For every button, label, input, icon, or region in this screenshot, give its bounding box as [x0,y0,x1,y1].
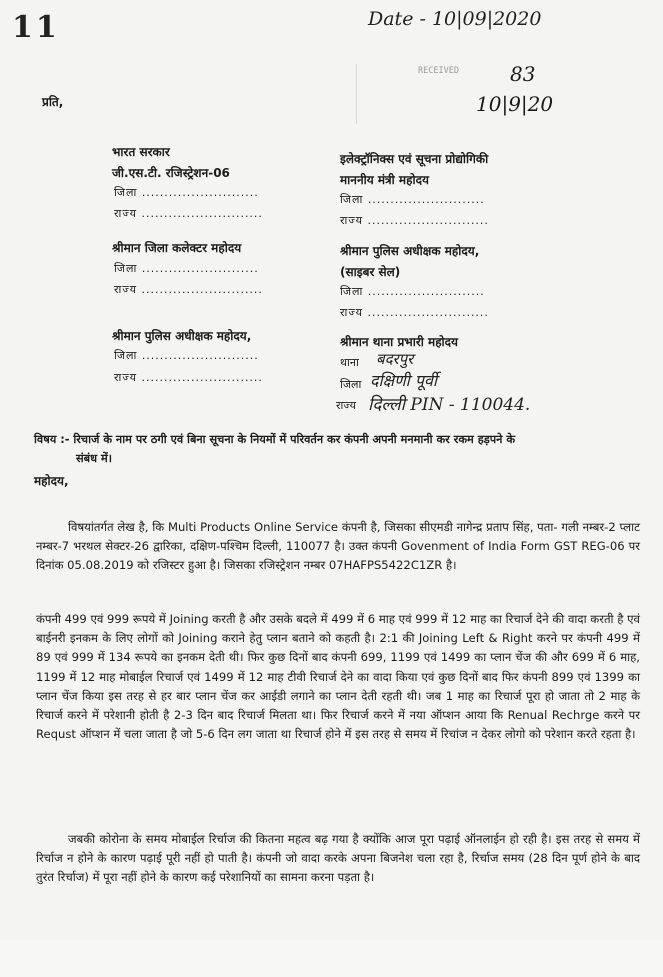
body-paragraph-2: कंपनी 499 एवं 999 रूपये में Joining करती है और उसके बदले में 499 में 6 माह एवं 999 में 12 माह का रिचार्ज देने की वादा करती है एवं बाईनरी इनकम के लिए लोगों को Joining कराने हेतु प्लान बताने को कहती है। 2:1 की Joining Left & Right करने पर कंपनी 499 में 89 एवं 999 में 134 रूपये का इनकम देती थी। फिर कुछ दिनों बाद कंपनी 699, 1199 एवं 1499 का प्लान चेंज की और 699 में 6 माह, 1199 में 12 माह मोबाईल रिचार्ज एवं 1499 में 12 माह टीवी रिचार्ज देने का वादा किया एवं कुछ दिनों बाद फिर कंपनी 899 एवं 1399 का प्लान चेंज किया इस तरह से हर बार प्लान चेंज कर आईडी लगाने का प्लान देती रहती थी। जब 1 माह का रिचार्ज पूरा हो जाता तो 2 माह के रिचार्ज करने में परेशानी होती है 2-3 दिन बाद रिचार्ज मिलता था। फिर रिचार्ज करने में नया ऑप्शन आया कि Renual Rechrge करने पर Requst ऑप्शन में चला जाता है जो 5-6 दिन लग जाता था रिचार्ज होने में इस तरह से समय में रिचांज न देकर लोगो को परेशान करते रहता है। [36,612,640,742]
addressee-3-title: श्रीमान जिला कलेक्टर महोदय [112,241,242,255]
addressee-1-subtitle: जी.एस.टी. रजिस्ट्रेशन-06 [112,166,230,180]
addressee-2-district: जिला .......................... [340,193,485,206]
body-paragraph-1: विषयांतर्गत लेख है, कि Multi Products Online Service कंपनी है, जिसका सीएमडी नागेन्द्र प्रताप सिंह, पता- गली नम्बर-2 प्लाट नम्बर-7 भरथल सेक्टर-26 द्वारिका, दक्षिण-पश्चिम दिल्ली, 110077 है। उक्त कंपनी Govenment of India Form GST REG-06 पर दिनांक 05.08.2019 को रजिस्टर हुआ है। जिसका रजिस्ट्रेशन नम्बर 07HAFPS5422C1ZR है। [36,520,640,573]
addressee-2-state: राज्य ........................... [340,214,489,227]
handwritten-date: Date - 10|09|2020 [368,8,542,30]
addressee-4-subtitle: (साइबर सेल) [340,265,401,279]
stamp-number: 83 [510,62,536,86]
subject-line-1: विषय :- रिचार्ज के नाम पर ठगी एवं बिना सूचना के नियमों में परिवर्तन कर कंपनी अपनी मनमानी कर रकम हड़पने के [34,433,516,446]
addressee-6-district-value: दक्षिणी पूर्वी [370,371,438,390]
stamp-date: 10|9|20 [476,92,554,116]
addressee-6-district-label: जिला [340,378,362,391]
addressee-6-thana-value: बदरपुर [376,350,414,368]
addressee-3-state: राज्य ........................... [114,283,263,296]
page-bottom-margin [0,940,663,977]
addressee-4-district: जिला .......................... [340,285,485,298]
addressee-5-state: राज्य ........................... [114,371,263,384]
addressee-1-title: भारत सरकार [112,145,170,159]
addressee-1-state: राज्य ........................... [114,207,263,220]
subject-line-2: संबंध में। [76,452,113,465]
addressee-6-state-value: दिल्ली PIN - 110044. [368,395,531,415]
addressee-5-title: श्रीमान पुलिस अधीक्षक महोदय, [112,329,252,343]
body-paragraph-3: जबकी कोरोना के समय मोबाईल रिर्चाज की कितना महत्व बढ़ गया है क्योंकि आज पूरा पढ़ाई ऑनलाईन हो रही है। इस तरह से समय में रिर्चाज न होने के कारण पढ़ाई पूरी नहीं हो पाती है। कंपनी जो वादा करके अपना बिजनेश चला रहा है, रिर्चाज समय (28 दिन पूर्ण होने के बाद तुरंत रिर्चाज) में पूरा नहीं होने के कारण कई परेशानियों का सामना करना पड़ता है। [36,832,640,885]
addressee-6-thana-label: थाना [340,356,359,369]
addressee-2-title: इलेक्ट्रॉनिक्स एवं सूचना प्रोद्योगिकी [340,152,489,166]
addressee-5-district: जिला .......................... [114,349,259,362]
addressee-3-district: जिला .......................... [114,262,259,275]
addressee-4-state: राज्य ........................... [340,306,489,319]
salutation: महोदय, [34,474,69,488]
addressee-6-state-label: राज्य [336,399,357,412]
received-stamp [352,52,572,140]
prati-label: प्रति, [42,95,64,109]
stamp-received-label: RECEIVED [418,66,459,76]
addressee-2-subtitle: माननीय मंत्री महोदय [340,173,429,187]
addressee-4-title: श्रीमान पुलिस अधीक्षक महोदय, [340,244,480,258]
handwritten-page-mark: 11 [12,10,60,45]
addressee-1-district: जिला .......................... [114,186,259,199]
addressee-6-title: श्रीमान थाना प्रभारी महोदय [340,335,459,349]
